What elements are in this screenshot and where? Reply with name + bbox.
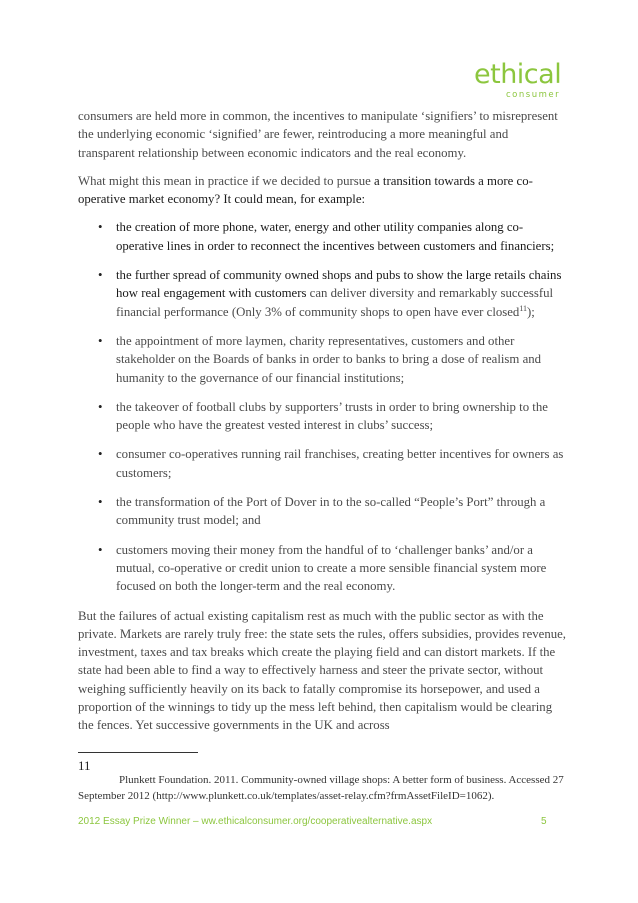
bullet-icon: • xyxy=(98,447,103,462)
list-item-text-end: ); xyxy=(527,304,535,319)
paragraph-closing: But the failures of actual existing capitalism rest as much with the public sector as with the private. Markets are rarely truly free: the state sets the rules, offers subsidies, provides revenue, investment, taxes and tax breaks which create the playing field and can distort markets. If the state had been able to find a way to effectively harness and steer the private sector, without weighing sufficiently heavily on its back to fatally compromise its horsepower, and used a proportion of the winnings to tidy up the mess left behind, then capitalism would be clearing the fences. Yet successive governments in the UK and across xyxy=(78,608,567,733)
list-item xyxy=(78,266,566,321)
paragraph-question xyxy=(78,172,566,209)
paragraph-question-emphasis: a transition towards a more co-operative market economy? It could mean, for example: xyxy=(78,173,533,207)
bullet-icon: • xyxy=(98,542,103,557)
list-item xyxy=(78,445,566,482)
bullet-icon: • xyxy=(98,495,103,510)
list-item xyxy=(78,398,566,435)
list-item-text: customers moving their money from the handful of to ‘challenger banks’ and/or a mutual, co-operative or credit union to create a more sensible financial system more focused on both the longer-term and the real economy. xyxy=(116,542,547,594)
footnote-number: 11 xyxy=(78,758,91,773)
paragraph-intro: consumers are held more in common, the incentives to manipulate ‘signifiers’ to misrepresent the underlying economic ‘signified’ are fewer, reintroducing a more meaningful and transparent relationship between economic indicators and the real economy. xyxy=(78,109,558,160)
list-item xyxy=(78,541,566,596)
examples-list xyxy=(78,218,566,595)
list-item-text-emphasis: the further spread of community owned shops and pubs to show the large retails chains how real engagement with customers xyxy=(116,268,562,301)
page-body xyxy=(78,107,566,745)
footnote-text: Plunkett Foundation. 2011. Community-owned village shops: A better form of business. Accessed 27 September 2012 (http://www.plunkett.co.uk/templates/asset-relay.cfm?frmAssetFileID=1062). xyxy=(78,774,564,802)
list-item-text: the takeover of football clubs by supporters’ trusts in order to bring ownership to the people who have the greatest vested interest in clubs’ success; xyxy=(116,399,548,433)
logo-subtitle: consumer xyxy=(506,90,561,100)
bullet-icon: • xyxy=(98,333,103,348)
list-item-text: the creation of more phone, water, energy and other utility companies along co-operative lines in order to reconnect the incentives between customers and financiers; xyxy=(116,220,555,253)
list-item-text: consumer co-operatives running rail franchises, creating better incentives for owners as customers; xyxy=(116,447,564,480)
list-item xyxy=(78,493,566,530)
list-item xyxy=(78,218,566,255)
bullet-icon: • xyxy=(98,399,103,414)
footer-text: 2012 Essay Prize Winner – ww.ethicalconsumer.org/cooperativealternative.aspx xyxy=(78,816,433,827)
bullet-icon: • xyxy=(98,220,103,235)
logo-wordmark: ethical xyxy=(474,59,562,90)
list-item-text: the transformation of the Port of Dover in to the so-called “People’s Port” through a community trust model; and xyxy=(116,495,546,528)
list-item-text: can deliver diversity and remarkably successful financial performance (Only 3% of community shops to open have ever closed xyxy=(116,286,554,319)
bullet-icon: • xyxy=(98,268,103,283)
page-number: 5 xyxy=(541,816,547,827)
footnote-ref[interactable]: 11 xyxy=(519,303,528,313)
ethical-consumer-logo xyxy=(474,60,574,104)
footnote-divider xyxy=(78,752,198,753)
list-item-text: the appointment of more laymen, charity representatives, customers and other stakeholder on the Boards of banks in order to banks to bring a dose of realism and humanity to the governance of our financial institutions; xyxy=(116,333,542,385)
paragraph-question-lead: What might this mean in practice if we decided to pursue xyxy=(78,173,375,188)
list-item xyxy=(78,332,566,387)
